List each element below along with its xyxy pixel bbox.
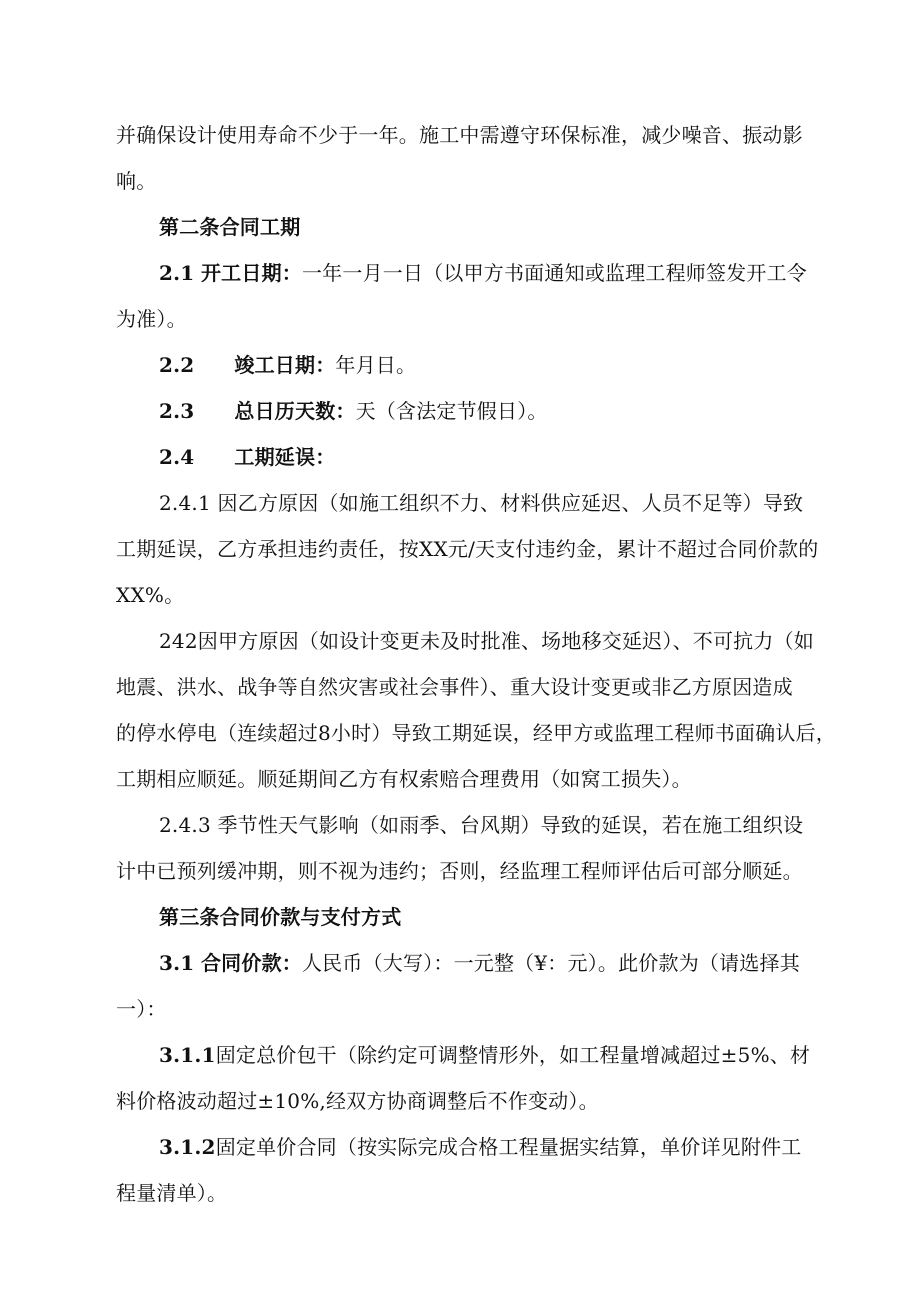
clause-2-4-2-line: 工期相应顺延。顺延期间乙方有权索赔合理费用（如窝工损失）。 bbox=[116, 767, 692, 791]
paragraph-line: 响。 bbox=[116, 169, 157, 193]
clause-2-4-1-line: XX%。 bbox=[116, 583, 185, 607]
clause-text: 天（含法定节假日）。 bbox=[355, 399, 548, 423]
clause-3-1-1 bbox=[159, 1041, 920, 1069]
clause-2-4-2-line: 242因甲方原因（如设计变更未及时批准、场地移交延迟）、不可抗力（如 bbox=[159, 629, 814, 653]
paragraph-line: 并确保设计使用寿命不少于一年。施工中需遵守环保标准，减少噪音、振动影 bbox=[116, 123, 803, 147]
clause-2-4-2-line: 地震、洪水、战争等自然灾害或社会事件）、重大设计变更或非乙方原因造成 bbox=[116, 675, 793, 699]
clause-2-4-2-line: 的停水停电（连续超过8小时）导致工期延误，经甲方或监理工程师书面确认后， bbox=[116, 721, 836, 745]
clause-2-1 bbox=[159, 259, 920, 287]
clause-2-3 bbox=[159, 397, 920, 425]
clause-label: 开工日期： bbox=[200, 261, 302, 285]
clause-text: 年月日。 bbox=[335, 353, 417, 377]
clause-number: 3.1.2 bbox=[159, 1135, 216, 1159]
clause-2-4-1-line: 2.4.1 因乙方原因（如施工组织不力、材料供应延迟、人员不足等）导致 bbox=[159, 491, 804, 515]
clause-3-1-2 bbox=[159, 1133, 920, 1161]
clause-label: 合同价款： bbox=[200, 951, 302, 975]
clause-number: 2.4 bbox=[159, 445, 195, 469]
clause-2-4-3-line: 计中已预列缓冲期，则不视为违约；否则，经监理工程师评估后可部分顺延。 bbox=[116, 859, 803, 883]
clause-2-4 bbox=[159, 443, 920, 471]
clause-text: 固定总价包干（除约定可调整情形外，如工程量增减超过±5%、材 bbox=[215, 1043, 811, 1067]
clause-number: 3.1.1 bbox=[159, 1043, 216, 1067]
clause-3-1 bbox=[159, 949, 920, 977]
clause-3-1-1-continued: 料价格波动超过±10%,经双方协商调整后不作变动）。 bbox=[116, 1089, 599, 1113]
clause-label: 工期延误： bbox=[234, 445, 336, 469]
clause-2-4-1-line: 工期延误，乙方承担违约责任，按XX元/天支付违约金，累计不超过合同价款的 bbox=[116, 537, 819, 561]
clause-number: 2.2 bbox=[159, 353, 195, 377]
clause-3-1-continued: 一）： bbox=[116, 997, 167, 1021]
clause-label: 总日历天数： bbox=[234, 399, 356, 423]
clause-text: 人民币（大写）：一元整（¥：元）。此价款为（请选择其 bbox=[301, 951, 800, 975]
clause-number: 2.3 bbox=[159, 399, 195, 423]
clause-text: 固定单价合同（按实际完成合格工程量据实结算，单价详见附件工 bbox=[215, 1135, 802, 1159]
article-heading: 第二条合同工期 bbox=[159, 215, 301, 239]
clause-number: 2.1 bbox=[159, 261, 195, 285]
article-heading: 第三条合同价款与支付方式 bbox=[159, 905, 402, 929]
clause-2-2 bbox=[159, 351, 920, 379]
clause-label: 竣工日期： bbox=[234, 353, 336, 377]
clause-text: 一年一月一日（以甲方书面通知或监理工程师签发开工令 bbox=[301, 261, 807, 285]
clause-2-1-continued: 为准）。 bbox=[116, 307, 187, 331]
clause-number: 3.1 bbox=[159, 951, 195, 975]
clause-2-4-3-line: 2.4.3 季节性天气影响（如雨季、台风期）导致的延误，若在施工组织设 bbox=[159, 813, 804, 837]
clause-3-1-2-continued: 程量清单）。 bbox=[116, 1181, 228, 1205]
